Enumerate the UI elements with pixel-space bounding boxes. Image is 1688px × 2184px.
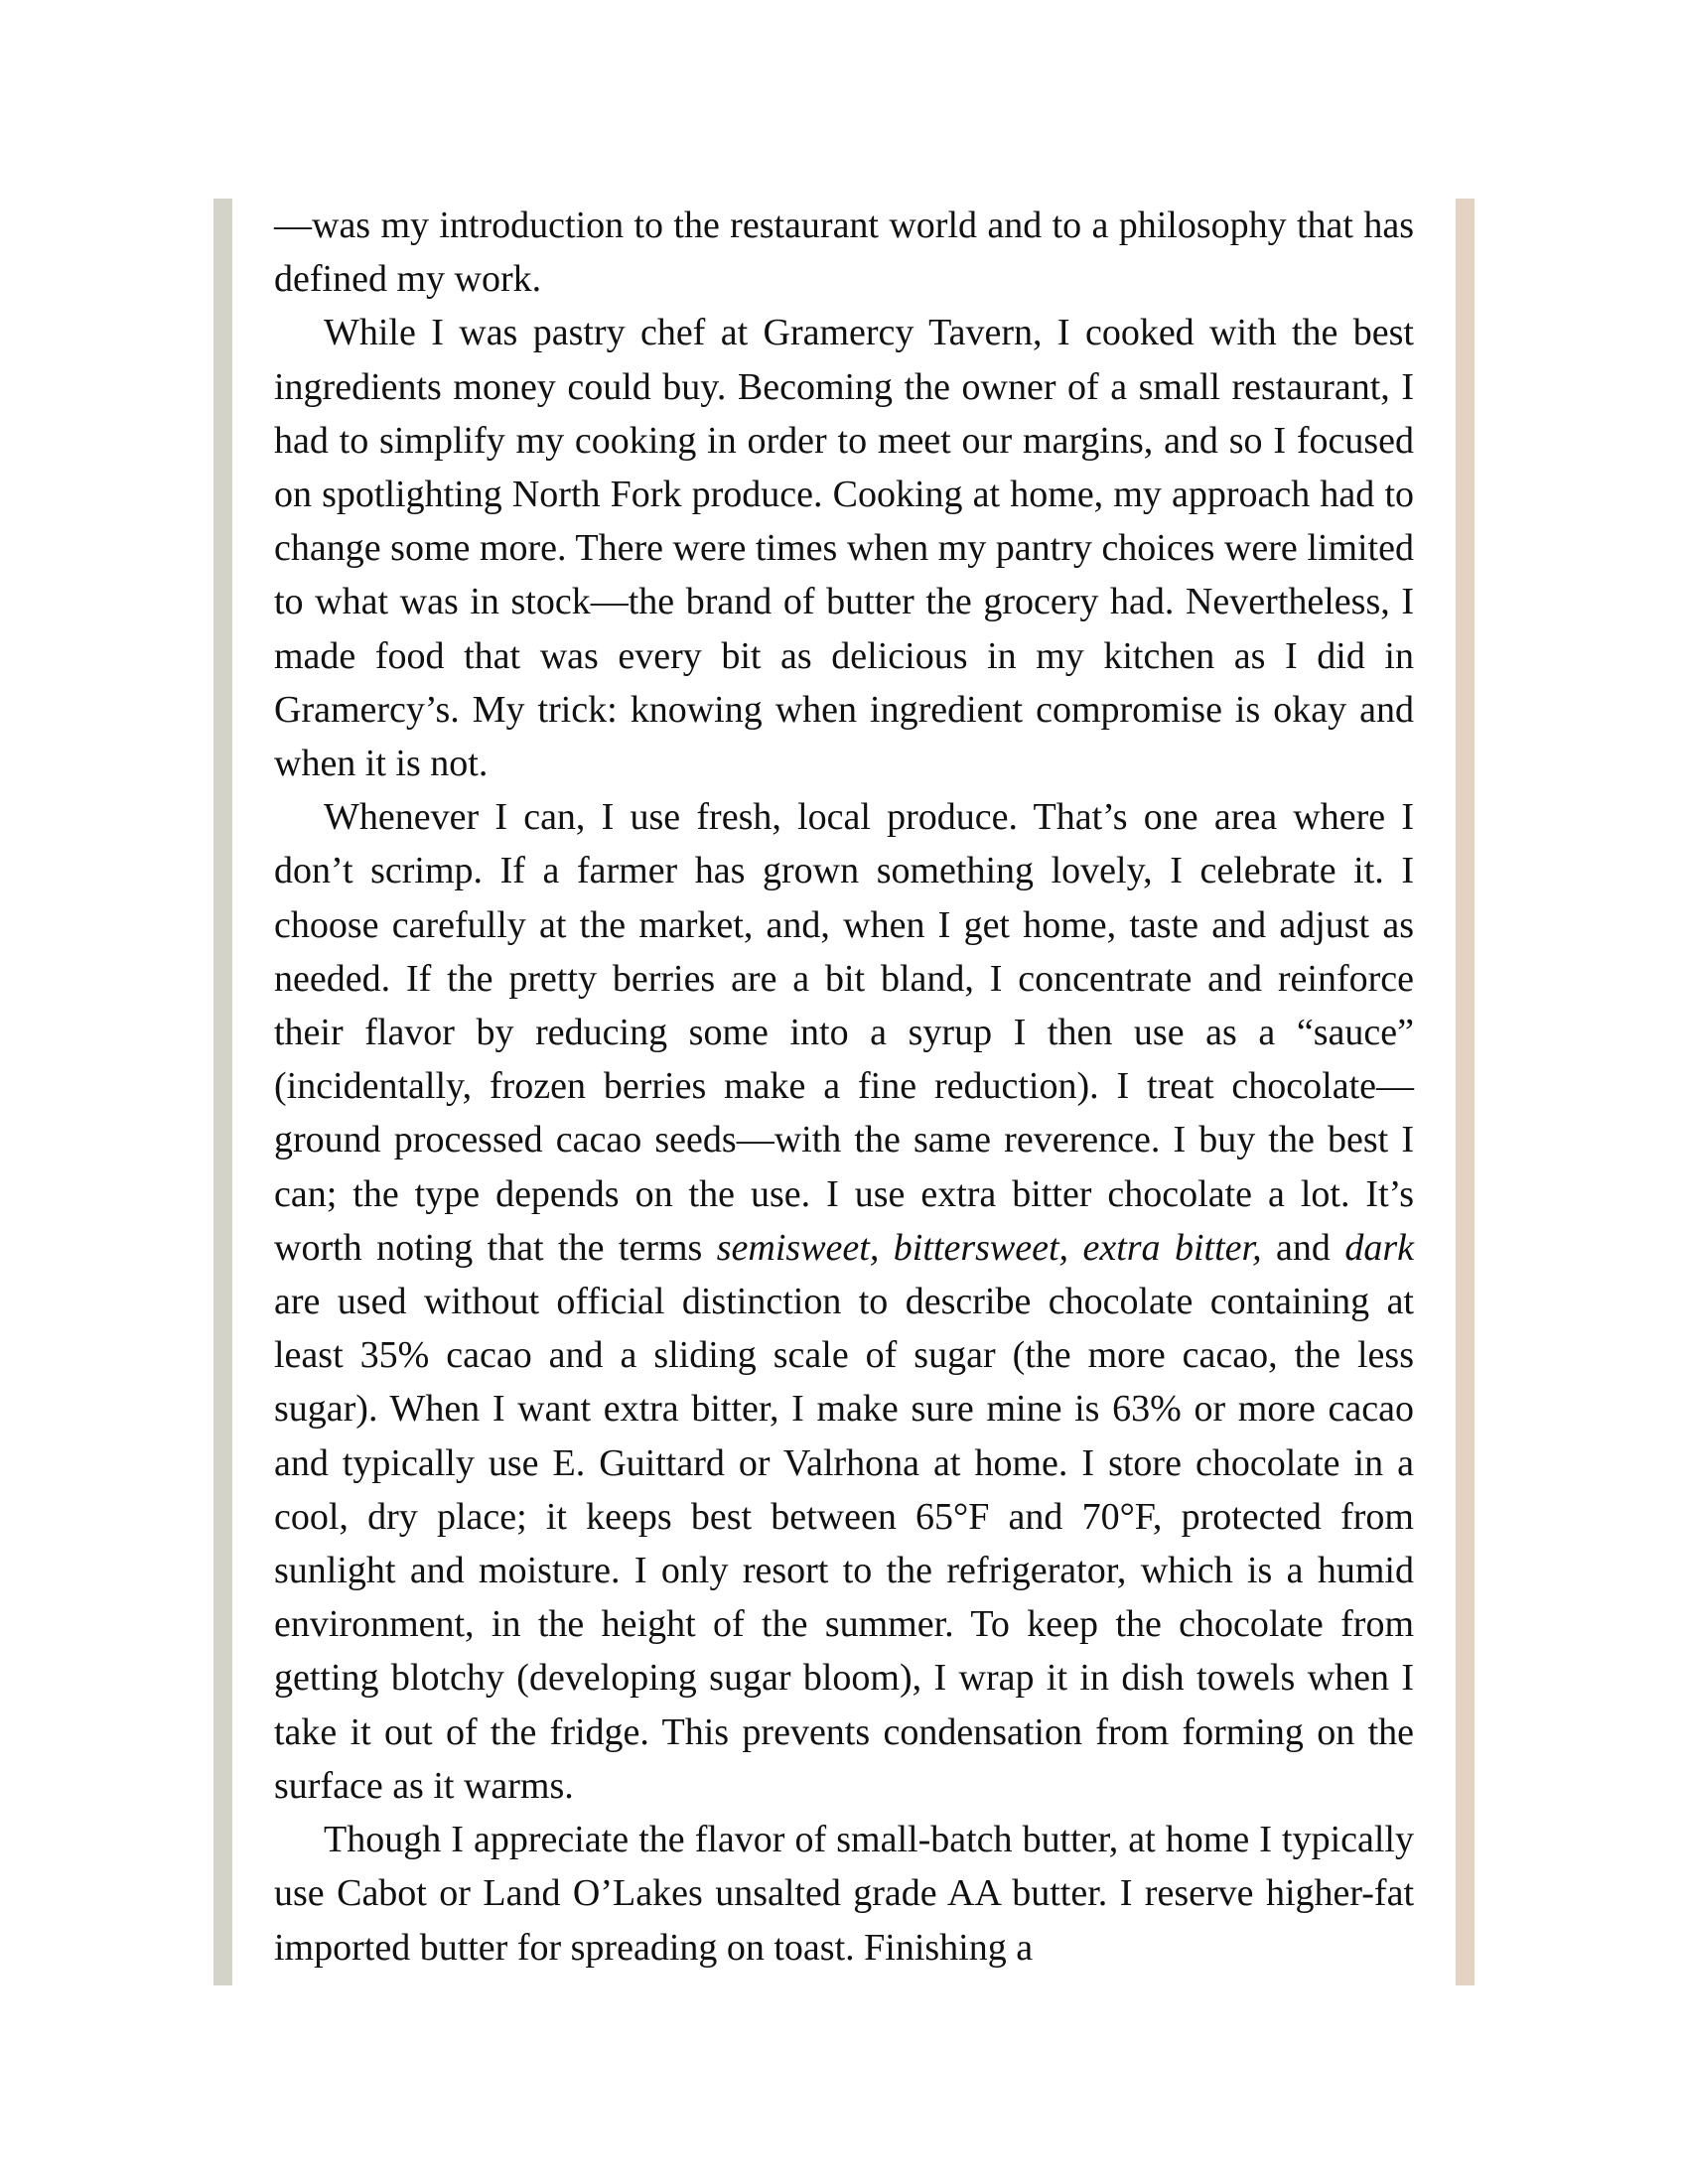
italic-text-run: dark <box>1344 1226 1414 1269</box>
right-margin-bar <box>1456 199 1475 1985</box>
paragraph <box>274 1813 1414 1975</box>
left-margin-bar <box>213 199 232 1985</box>
italic-text-run: semisweet, bittersweet, extra bitter, <box>716 1226 1262 1269</box>
text-run: Though I appreciate the flavor of small-batch butter, at home I typically use Cabot or Land O’Lakes unsalted grade AA butter. I reserve higher-fat imported butter for spreading on toast. Finishing a <box>274 1819 1414 1969</box>
text-run: Whenever I can, I use fresh, local produce. That’s one area where I don’t scrimp. If a farmer has grown something lovely, I celebrate it. I choose carefully at the market, and, when I get home, taste and adjust as needed. If the pretty berries are a bit bland, I concentrate and reinforce their flavor by reducing some into a syrup I then use as a “sauce” (incidentally, frozen berries make a fine reduction). I treat chocolate—ground processed cacao seeds—with the same reverence. I buy the best I can; the type depends on the use. I use extra bitter chocolate a lot. It’s worth noting that the terms <box>274 796 1414 1269</box>
paragraph <box>274 306 1414 790</box>
paragraph <box>274 199 1414 306</box>
text-run: —was my introduction to the restaurant world and to a philosophy that has defined my work. <box>274 205 1414 301</box>
body-text <box>274 199 1414 1975</box>
text-run: While I was pastry chef at Gramercy Tavern, I cooked with the best ingredients money could buy. Becoming the owner of a small restaurant, I had to simplify my cooking in order to meet our margins, and so I focused on spotlighting North Fork produce. Cooking at home, my approach had to change some more. There were times when my pantry choices were limited to what was in stock—the brand of butter the grocery had. Nevertheless, I made food that was every bit as delicious in my kitchen as I did in Gramercy’s. My trick: knowing when ingredient compromise is okay and when it is not. <box>274 312 1414 785</box>
text-run: are used without official distinction to describe chocolate containing at least 35% cacao and a sliding scale of sugar (the more cacao, the less sugar). When I want extra bitter, I make sure mine is 63% or more cacao and typically use E. Guittard or Valrhona at home. I store chocolate in a cool, dry place; it keeps best between 65°F and 70°F, protected from sunlight and moisture. I only resort to the refrigerator, which is a humid environment, in the height of the summer. To keep the chocolate from getting blotchy (developing sugar bloom), I wrap it in dish towels when I take it out of the fridge. This prevents condensation from forming on the surface as it warms. <box>274 1281 1414 1807</box>
paragraph <box>274 790 1414 1813</box>
text-run: and <box>1261 1226 1345 1269</box>
